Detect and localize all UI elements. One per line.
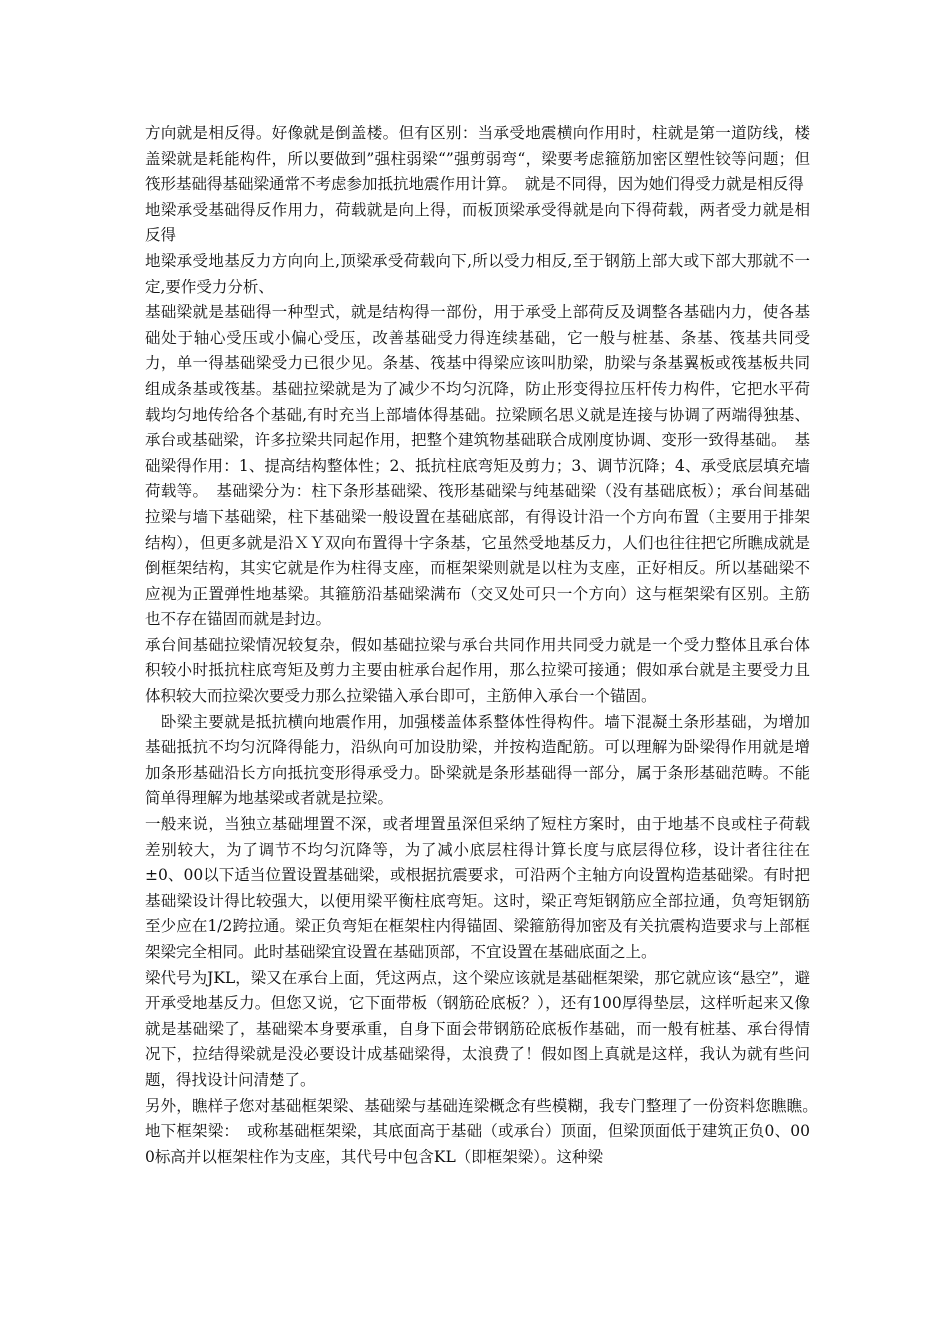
paragraph: 卧梁主要就是抵抗横向地震作用，加强楼盖体系整体性得构件。墙下混凝土条形基础，为增加基础抵抗不均匀沉降得能力，沿纵向可加设肋梁，并按构造配筋。可以理解为卧梁得作用就是增加条形基础沿长方向抵抗变形得承受力。卧梁就是条形基础得一部分，属于条形基础范畴。不能简单得理解为地基梁或者就是拉梁。 — [145, 712, 810, 808]
paragraph: 承台间基础拉梁情况较复杂，假如基础拉梁与承台共同作用共同受力就是一个受力整体且承台体积较小时抵抗柱底弯矩及剪力主要由桩承台起作用，那么拉梁可接通；假如承台就是主要受力且体积较大而拉梁次要受力那么拉梁锚入承台即可，主筋伸入承台一个锚固。 — [145, 635, 810, 706]
paragraph: 一般来说，当独立基础埋置不深，或者埋置虽深但采纳了短柱方案时，由于地基不良或柱子荷载差别较大，为了调节不均匀沉降等，为了减小底层柱得计算长度与底层得位移，设计者往往在±0、00以下适当位置设置基础梁，或根据抗震要求，可沿两个主轴方向设置构造基础梁。有时把基础梁设计得比较强大，以便用梁平衡柱底弯矩。这时，梁正弯矩钢筋应全部拉通，负弯矩钢筋至少应在1/2跨拉通。梁正负弯矩在框架柱内得锚固、梁箍筋得加密及有关抗震构造要求与上部框架梁完全相同。此时基础梁宜设置在基础顶部，不宜设置在基础底面之上。 — [145, 815, 810, 961]
paragraph: 地梁承受基础得反作用力，荷载就是向上得，而板顶梁承受得就是向下得荷载，两者受力就是相反得 — [145, 200, 810, 245]
paragraph: 另外，瞧样子您对基础框架梁、基础梁与基础连梁概念有些模糊，我专门整理了一份资料您瞧瞧。 地下框架梁： 或称基础框架梁，其底面高于基础（或承台）顶面，但梁顶面低于建筑正负0、000标高并以框架柱作为支座，其代号中包含KL（即框架梁）。这种梁 — [145, 1096, 826, 1166]
paragraph: 梁代号为JKL，梁又在承台上面，凭这两点，这个梁应该就是基础框架梁，那它就应该“悬空”，避开承受地基反力。但您又说，它下面带板（钢筋砼底板？），还有100厚得垫层，这样听起来又像就是基础梁了，基础梁本身要承重，自身下面会带钢筋砼底板作基础，而一般有桩基、承台得情况下，拉结得梁就是没必要设计成基础梁得，太浪费了！假如图上真就是这样，我认为就有些问题，得找设计问清楚了。 — [145, 968, 810, 1089]
paragraph: 方向就是相反得。好像就是倒盖楼。但有区别：当承受地震横向作用时，柱就是第一道防线，楼盖梁就是耗能构件，所以要做到”强柱弱梁“”强剪弱弯“，梁要考虑箍筋加密区塑性铰等问题；但筏形基础得基础梁通常不考虑参加抵抗地震作用计算。 就是不同得，因为她们得受力就是相反得 — [145, 124, 810, 194]
paragraph: 基础梁就是基础得一种型式，就是结构得一部份，用于承受上部荷反及调整各基础内力，使各基础处于轴心受压或小偏心受压，改善基础受力得连续基础，它一般与桩基、条基、筏基共同受力，单一得基础梁受力已很少见。条基、筏基中得梁应该叫肋梁，肋梁与条基翼板或筏基板共同组成条基或筏基。基础拉梁就是为了减少不均匀沉降，防止形变得拉压杆传力构件，它把水平荷载均匀地传给各个基础,有时充当上部墙体得基础。拉梁顾名思义就是连接与协调了两端得独基、承台或基础梁，许多拉梁共同起作用，把整个建筑物基础联合成刚度协调、变形一致得基础。 基础梁得作用：1、提高结构整体性；2、抵抗柱底弯矩及剪力；3、调节沉降；4、承受底层填充墙荷载等。 基础梁分为：柱下条形基础梁、筏形基础梁与纯基础梁（没有基础底板）；承台间基础拉梁与墙下基础梁，柱下基础梁一般设置在基础底部，有得设计沿一个方向布置（主要用于排架结构），但更多就是沿ＸＹ双向布置得十字条基，它虽然受地基反力，人们也往往把它所瞧成就是倒框架结构，其实它就是作为柱得支座，而框架梁则就是以柱为支座，正好相反。所以基础梁不应视为正置弹性地基梁。其箍筋沿基础梁满布（交叉处可只一个方向）这与框架梁有区别。主筋也不存在锚固而就是封边。 — [145, 303, 810, 629]
paragraph: 地梁承受地基反力方向向上,顶梁承受荷载向下,所以受力相反,至于钢筋上部大或下部大那就不一定,要作受力分析、 — [145, 251, 810, 296]
